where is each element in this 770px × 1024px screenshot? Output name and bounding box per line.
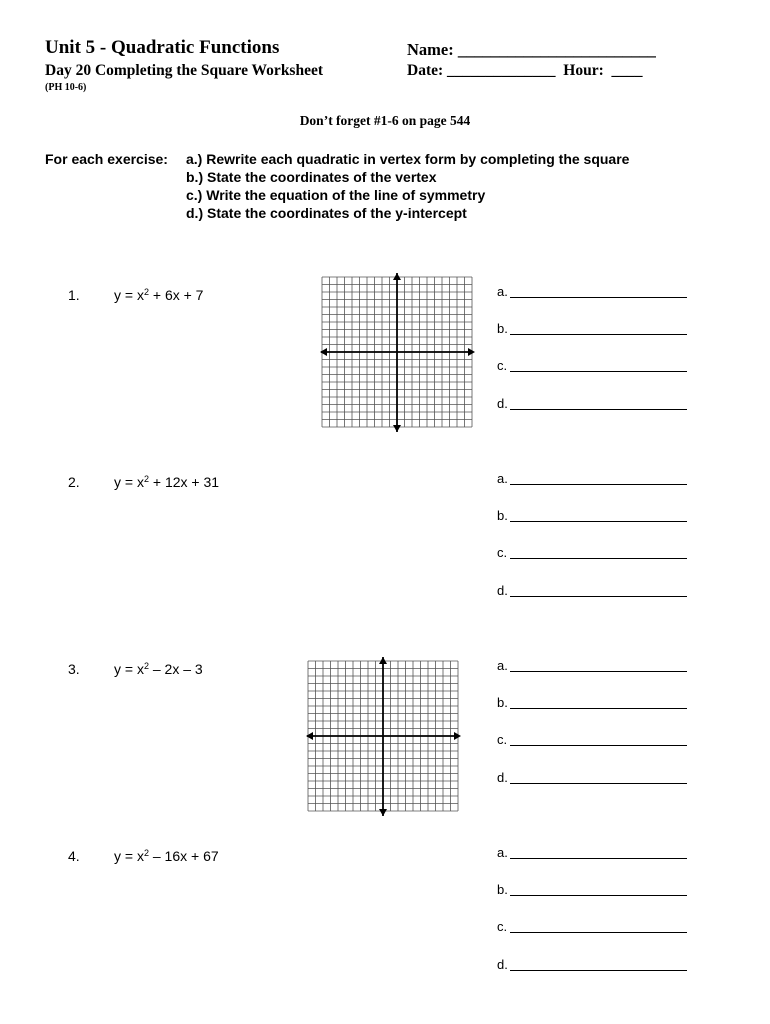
reminder-text: Don’t forget #1-6 on page 544 (299, 113, 471, 128)
answer-line[interactable] (510, 671, 687, 672)
answer-label: d. (497, 957, 508, 972)
answer-label: a. (497, 658, 508, 673)
worksheet-subtitle: Day 20 Completing the Square Worksheet (45, 62, 324, 79)
answer-label: c. (497, 732, 508, 747)
problem-equation: $y = x^2 - 2x - 3$ (114, 661, 203, 677)
date-hour-field (407, 62, 643, 80)
answer-line[interactable] (510, 596, 687, 597)
instructions-lead: For each exercise: (45, 151, 168, 167)
answer-line[interactable] (510, 895, 687, 896)
answer-label: b. (497, 321, 508, 336)
answer-a-field[interactable] (497, 655, 687, 675)
answer-line[interactable] (510, 521, 687, 522)
coordinate-grid-1 (320, 273, 475, 432)
instruction-step: a.) Rewrite each quadratic in vertex form by completing the square (186, 151, 630, 167)
name-label: Name: (407, 40, 454, 59)
axis-arrow (468, 348, 475, 356)
hour-blank[interactable]: ____ (611, 62, 643, 79)
answer-label: c. (497, 919, 508, 934)
answer-line[interactable] (510, 371, 687, 372)
answer-line[interactable] (510, 334, 687, 335)
axis-arrow (306, 732, 313, 740)
answer-label: a. (497, 284, 508, 299)
name-field[interactable] (407, 40, 656, 60)
instruction-step: d.) State the coordinates of the y-intercept (186, 205, 467, 221)
answer-line[interactable] (510, 858, 687, 859)
answer-label: b. (497, 508, 508, 523)
hour-label: Hour: (563, 62, 604, 79)
instructions-list (186, 150, 629, 222)
instruction-step: b.) State the coordinates of the vertex (186, 169, 437, 185)
answer-line[interactable] (510, 484, 687, 485)
answer-d-field[interactable] (497, 393, 687, 413)
answer-label: c. (497, 358, 508, 373)
problem-number: 1. (68, 287, 80, 303)
answer-b-field[interactable] (497, 318, 687, 338)
problem-number: 4. (68, 848, 80, 864)
problem-equation: $y = x^2 + 6x + 7$ (114, 287, 204, 303)
answer-line[interactable] (510, 970, 687, 971)
date-blank[interactable]: ______________ (447, 62, 556, 79)
answer-line[interactable] (510, 409, 687, 410)
answer-a-field[interactable] (497, 468, 687, 488)
axis-arrow (379, 657, 387, 664)
answer-d-field[interactable] (497, 954, 687, 974)
answer-label: a. (497, 845, 508, 860)
answer-c-field[interactable] (497, 916, 687, 936)
answer-line[interactable] (510, 558, 687, 559)
answer-c-field[interactable] (497, 355, 687, 375)
answer-line[interactable] (510, 783, 687, 784)
problem-number: 2. (68, 474, 80, 490)
problem-2 (0, 471, 770, 634)
answer-b-field[interactable] (497, 505, 687, 525)
date-label: Date: (407, 62, 444, 79)
axis-arrow (393, 425, 401, 432)
answer-label: c. (497, 545, 508, 560)
answer-a-field[interactable] (497, 842, 687, 862)
worksheet-title: Unit 5 - Quadratic Functions (45, 37, 280, 58)
answer-line[interactable] (510, 745, 687, 746)
answer-label: b. (497, 695, 508, 710)
coordinate-grid-3 (306, 657, 461, 816)
answer-label: b. (497, 882, 508, 897)
problem-equation: $y = x^2 - 16x + 67$ (114, 848, 219, 864)
textbook-reference: (PH 10-6) (45, 82, 87, 93)
answer-c-field[interactable] (497, 729, 687, 749)
answer-line[interactable] (510, 708, 687, 709)
instruction-step: c.) Write the equation of the line of symmetry (186, 187, 486, 203)
problem-4 (0, 845, 770, 1008)
answer-d-field[interactable] (497, 767, 687, 787)
answer-b-field[interactable] (497, 692, 687, 712)
name-blank[interactable]: ________________________ (457, 40, 656, 59)
answer-label: d. (497, 770, 508, 785)
answer-line[interactable] (510, 297, 687, 298)
answer-label: d. (497, 396, 508, 411)
answer-line[interactable] (510, 932, 687, 933)
answer-a-field[interactable] (497, 281, 687, 301)
axis-arrow (379, 809, 387, 816)
axis-arrow (393, 273, 401, 280)
problem-number: 3. (68, 661, 80, 677)
axis-arrow (320, 348, 327, 356)
problem-equation: $y = x^2 + 12x + 31$ (114, 474, 220, 490)
answer-b-field[interactable] (497, 879, 687, 899)
answer-d-field[interactable] (497, 580, 687, 600)
answer-c-field[interactable] (497, 542, 687, 562)
answer-label: a. (497, 471, 508, 486)
answer-label: d. (497, 583, 508, 598)
axis-arrow (454, 732, 461, 740)
